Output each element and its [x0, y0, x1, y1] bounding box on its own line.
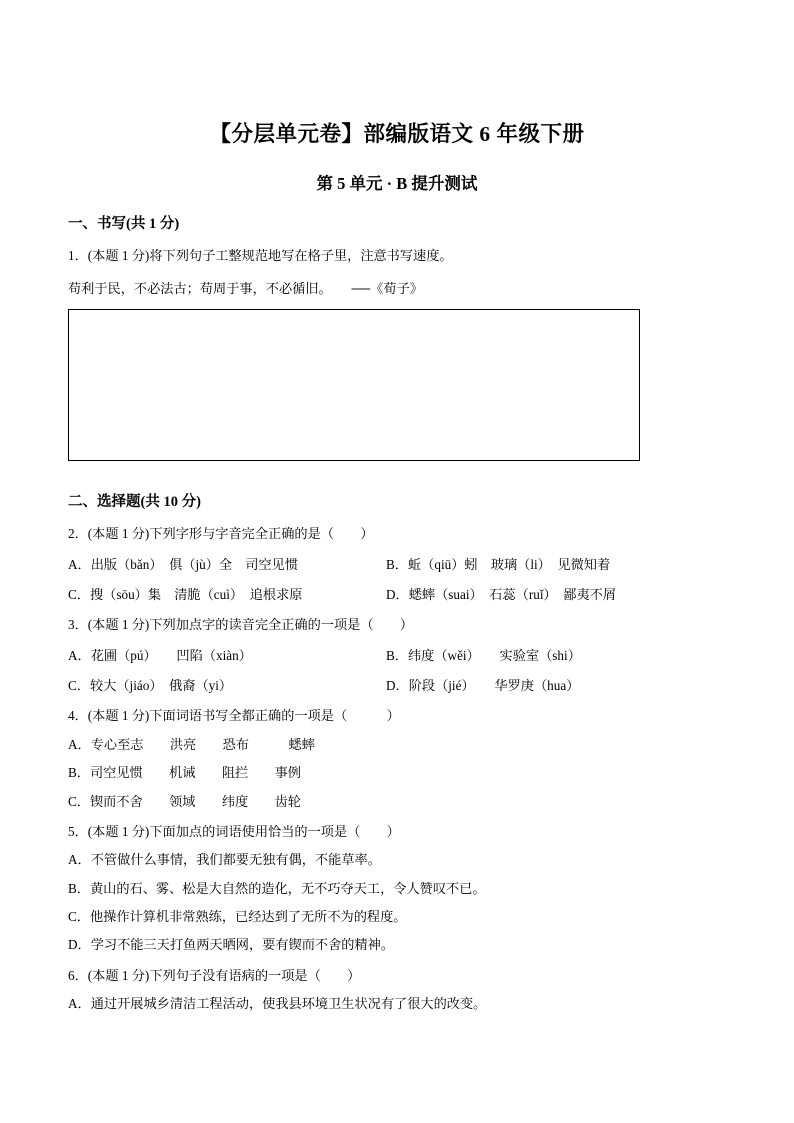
question-4-stem: 4．(本题 1 分)下面词语书写全都正确的一项是（ ）: [68, 708, 400, 724]
question-1-stem: 1．(本题 1 分)将下列句子工整规范地写在格子里，注意书写速度。: [68, 248, 453, 264]
question-3-options-row-2: [68, 675, 726, 696]
question-2-options-row-1: [68, 554, 726, 575]
question-4-option-c[interactable]: C．锲而不舍 领域 纬度 齿轮: [68, 793, 301, 809]
question-2-stem: 2．(本题 1 分)下列字形与字音完全正确的是（ ）: [68, 526, 374, 542]
question-3-option-b[interactable]: B．纬度（wěi） 实验室（shi）: [386, 647, 581, 663]
question-3-stem: 3．(本题 1 分)下列加点字的读音完全正确的一项是（ ）: [68, 617, 414, 633]
question-3-option-d[interactable]: D．阶段（jié） 华罗庚（hua）: [386, 678, 580, 693]
question-5-option-d[interactable]: D．学习不能三天打鱼两天晒网，要有锲而不舍的精神。: [68, 937, 395, 953]
question-3-option-c[interactable]: C．较大（jiáo） 俄裔（yi）: [68, 678, 233, 693]
section-heading-multiple-choice: 二、选择题(共 10 分): [68, 493, 201, 510]
question-2-option-c[interactable]: C．搜（sōu）集 清脆（cuì） 追根求原: [68, 586, 303, 602]
question-4-option-a[interactable]: A．专心至志 洪亮 恐布 蟋蟀: [68, 736, 315, 752]
question-2-option-a[interactable]: A．出版（bǎn） 俱（jù）全 司空见惯: [68, 556, 299, 572]
page-subtitle: 第 5 单元 · B 提升测试: [316, 174, 478, 194]
question-2-option-b[interactable]: B．蚯（qiū）蚓 玻璃（li） 见微知着: [386, 556, 611, 572]
section-heading-writing: 一、书写(共 1 分): [68, 216, 180, 232]
question-5-option-c[interactable]: C．他操作计算机非常熟练，已经达到了无所不为的程度。: [68, 909, 407, 924]
page-title: 【分层单元卷】部编版语文 6 年级下册: [209, 122, 585, 146]
handwriting-answer-box[interactable]: [68, 309, 640, 461]
question-2-options-row-2: [68, 584, 726, 605]
question-3-option-a[interactable]: A．花圃（pú） 凹陷（xiàn）: [68, 647, 252, 663]
question-6-option-a[interactable]: A．通过开展城乡清洁工程活动，使我县环境卫生状况有了很大的改变。: [68, 996, 487, 1012]
question-6-stem: 6．(本题 1 分)下列句子没有语病的一项是（ ）: [68, 967, 361, 983]
question-5-option-a[interactable]: A．不管做什么事情，我们都要无独有偶，不能草率。: [68, 852, 381, 868]
question-4-option-b[interactable]: B．司空见惯 机诫 阻拦 事例: [68, 765, 301, 781]
question-1-quote: 苟利于民，不必法古；苟周于事，不必循旧。 ──《荀子》: [68, 280, 423, 296]
question-2-option-d[interactable]: D．蟋蟀（suai） 石蕊（ruǐ） 鄙夷不屑: [386, 586, 617, 602]
question-5-stem: 5．(本题 1 分)下面加点的词语使用恰当的一项是（ ）: [68, 823, 400, 839]
question-5-option-b[interactable]: B．黄山的石、雾、松是大自然的造化，无不巧夺天工，令人赞叹不已。: [68, 880, 486, 896]
question-3-options-row-1: [68, 645, 726, 666]
